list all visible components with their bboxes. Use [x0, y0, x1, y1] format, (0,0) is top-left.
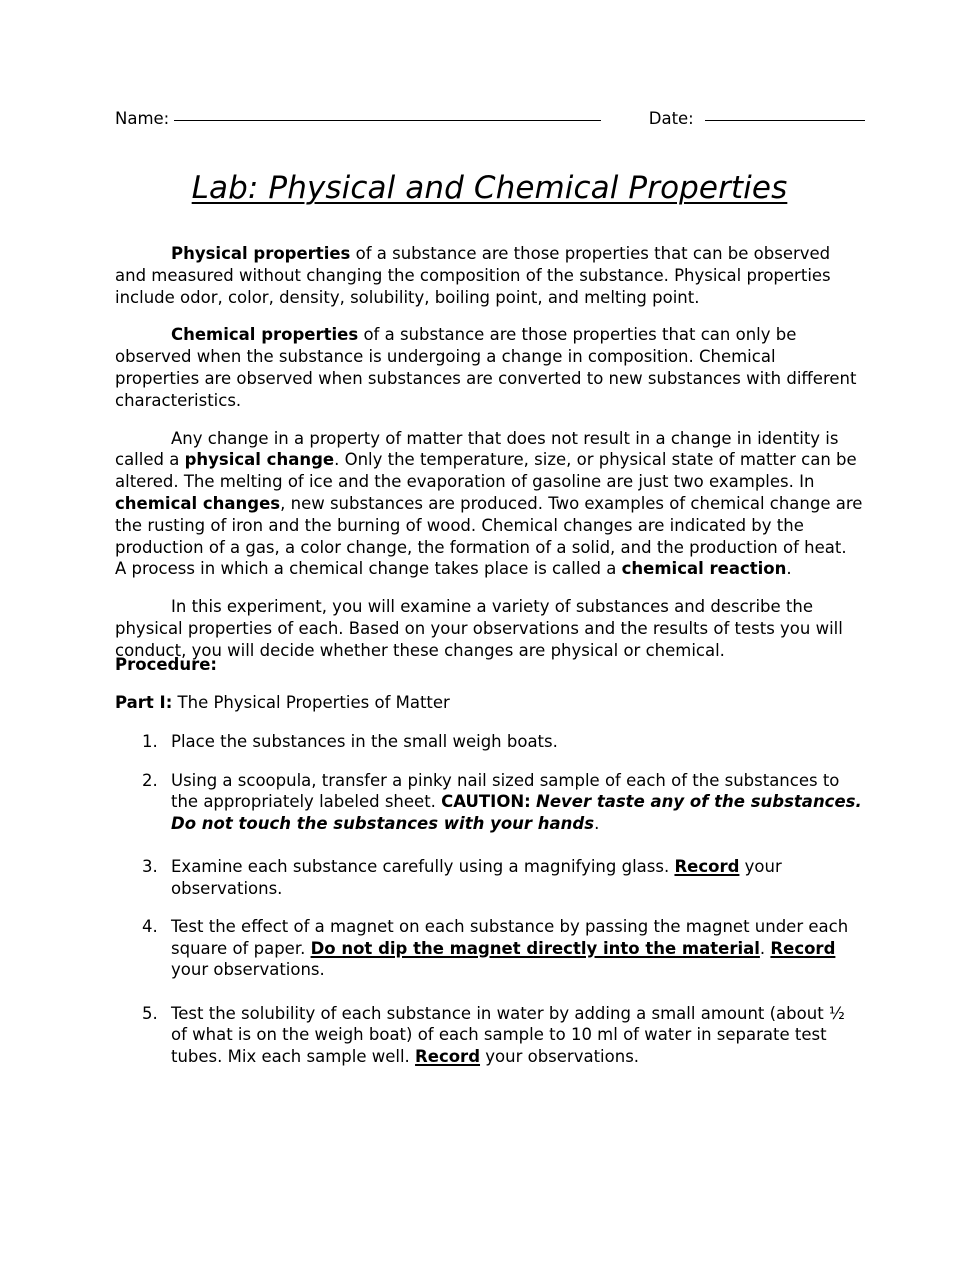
step-text-part: Test the effect of a magnet on each substance by passing the magnet under each square of paper.: [171, 917, 849, 958]
procedure-step-2: [115, 770, 863, 835]
paragraph-physical-properties: [115, 243, 863, 308]
magnet-warning-emphasis: Do not dip the magnet directly into the material: [310, 938, 760, 958]
caution-label: CAUTION:: [441, 792, 531, 811]
procedure-step-list: [115, 731, 863, 1067]
procedure-step-5: [115, 1003, 863, 1068]
procedure-step-3: [115, 856, 863, 899]
date-group: [649, 108, 865, 130]
step-text-tail: your observations.: [480, 1046, 640, 1066]
page-title-text: Lab: Physical and Chemical Properties: [191, 170, 788, 206]
term-chemical-changes: chemical changes: [115, 493, 281, 513]
part-one-title: The Physical Properties of Matter: [172, 693, 450, 712]
part-one-label: Part I:: [115, 693, 173, 712]
step-text: [171, 770, 863, 835]
step-text-spacer: .: [759, 938, 771, 958]
step-number: 2.: [142, 770, 158, 790]
term-physical-change: physical change: [184, 450, 335, 470]
step-text-tail: your observations.: [171, 960, 325, 979]
caution-warning-text: Never taste any of the substances. Do not touch the substances with your hands: [171, 792, 862, 833]
step-text-tail: your observations.: [171, 857, 782, 898]
paragraph-changes: [115, 428, 863, 581]
step-text-part: Using a scoopula, transfer a pinky nail sized sample of each of the substances to the appropriately labeled sheet.: [171, 770, 840, 811]
step-text: [171, 916, 863, 981]
step-number: 4.: [142, 917, 158, 936]
changes-text-3: , new substances are produced. Two examples of chemical change are the rusting of iron and the burning of wood. Chemical changes are indicated by the production of a gas, a color change, the formation of a solid, and the production of heat. A process in which a chemical change takes place is called a: [115, 493, 863, 579]
procedure-step-1: [115, 731, 863, 753]
page-title: [0, 168, 979, 208]
date-label: Date:: [648, 109, 694, 128]
changes-text-1: Any change in a property of matter that does not result in a change in identity is called a: [115, 428, 839, 470]
changes-text-2: . Only the temperature, size, or physical state of matter can be altered. The melting of ice and the evaporation of gasoline are just two examples. In: [115, 450, 857, 492]
changes-text-4: .: [786, 559, 792, 579]
term-chemical-reaction: chemical reaction: [621, 559, 787, 579]
paragraph-physical-properties-rest: of a substance are those properties that can be observed and measured without changing the composition of the substance. Physical properties include odor, color, density, solubility, boiling point, and melting point.: [115, 244, 831, 307]
procedure-step-4: [115, 916, 863, 981]
record-emphasis: Record: [415, 1046, 481, 1066]
name-blank-line: [174, 120, 601, 121]
part-one-heading: [115, 692, 450, 714]
date-blank-line: [705, 120, 865, 121]
step-text-part: Examine each substance carefully using a magnifying glass.: [171, 857, 675, 876]
step-number: 5.: [142, 1003, 158, 1023]
name-label: Name:: [115, 109, 170, 128]
student-info-line: [115, 108, 865, 130]
step-text: [171, 856, 863, 899]
term-physical-properties: Physical properties: [171, 244, 351, 263]
step-text-part: Place the substances in the small weigh boats.: [171, 732, 558, 751]
step-text-tail: .: [594, 813, 600, 833]
step-text: [171, 1003, 863, 1068]
record-emphasis: Record: [674, 857, 740, 876]
term-chemical-properties: Chemical properties: [171, 325, 359, 345]
paragraph-chemical-properties-rest: of a substance are those properties that can only be observed when the substance is undergoing a change in composition. Chemical properties are observed when substances are converted to new substances with different characteristics.: [115, 325, 857, 410]
paragraph-experiment-overview: In this experiment, you will examine a variety of substances and describe the physical properties of each. Based on your observations and the results of tests you will conduct, you will decide whether these changes are physical or chemical.: [115, 597, 843, 660]
step-text-part: Test the solubility of each substance in water by adding a small amount (about ½ of what is on the weigh boat) of each sample to 10 ml of water in separate test tubes. Mix each sample well.: [171, 1003, 845, 1066]
step-number: 3.: [142, 857, 158, 876]
procedure-heading: Procedure:: [115, 655, 218, 674]
record-emphasis: Record: [770, 938, 836, 958]
step-text: [171, 731, 863, 753]
intro-text-block: [115, 243, 863, 662]
paragraph-chemical-properties: [115, 324, 863, 411]
step-number: 1.: [142, 732, 158, 751]
